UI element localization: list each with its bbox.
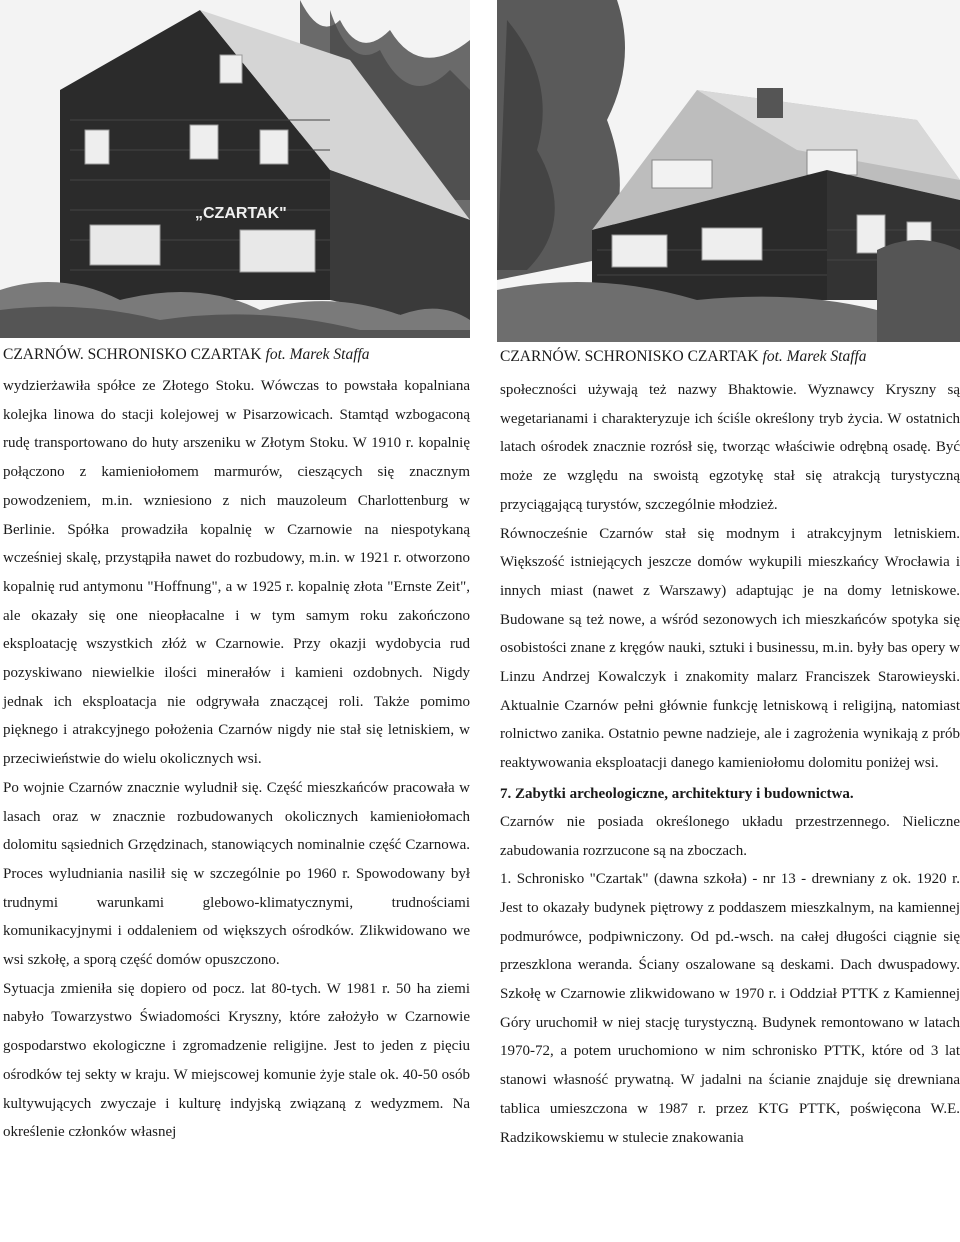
body-text-left (3, 372, 470, 1147)
caption-title: CZARNÓW. SCHRONISKO CZARTAK (3, 346, 262, 363)
caption-title: CZARNÓW. SCHRONISKO CZARTAK (500, 348, 759, 365)
paragraph: społeczności używają też nazwy Bhaktowie. Wyznawcy Kryszny są wegetarianami i charakteryzuje ich ściśle określony tryb życia. W ostatnich latach ośrodek znacznie rozrósł się, tworząc właściwie odrębną osadę. Być może ze względu na swoistą egzotykę stał się atrakcją turystyczną przyciągającą turystów, szczególnie młodzież. (500, 382, 960, 513)
right-column (497, 0, 960, 1152)
photo-illustration-right (497, 0, 960, 342)
paragraph: Równocześnie Czarnów stał się modnym i atrakcyjnym letniskiem. Większość istniejących jeszcze domów wykupili mieszkańcy Wrocławia i innych miast (nawet z Warszawy) adaptując je na domy letniskowe. Budowane są też nowe, a wśród sezonowych ich mieszkańców spotyka się osobistości znane z kręgów nauki, sztuki i businessu, m.in. były bas opery w Linzu Andrzej Kowalczyk i znakomity malarz Franciszek Starowieyski. Aktualnie Czarnów pełni głównie funkcję letniskową i religijną, natomiast rolnictwo zanika. Ostatnio pewne nadzieje, ale i zagrożenia wynikają z prób reaktywowania eksploatacji danego kamieniołomu dolomitu poniżej wsi. (500, 525, 960, 772)
photo-caption-right (500, 348, 960, 366)
paragraph: Po wojnie Czarnów znacznie wyludnił się. Część mieszkańców pracowała w lasach oraz w znacznie rozbudowanych okolicznych kamieniołomach dolomitu sąsiednich Grzędzinach, stanowiących nominalnie część Czarnowa. Proces wyludniania nasilił się w szczególnie po 1960 r. Spowodowany był trudnymi warunkami glebowo-klimatycznymi, trudnościami komunikacyjnymi i oddaleniem od większych ośrodków. Zlikwidowano we wsi szkołę, a sporą część domów opuszczono. (3, 779, 470, 969)
photo-czartak-side (497, 0, 960, 342)
body-text-right (500, 376, 960, 1152)
sign-text: „CZARTAK" (195, 205, 287, 222)
caption-credit: fot. Marek Staffa (762, 348, 867, 365)
photo-illustration-left (0, 0, 470, 338)
photo-czartak-front (0, 0, 470, 338)
paragraph: 1. Schronisko "Czartak" (dawna szkoła) - nr 13 - drewniany z ok. 1920 r. Jest to okazały budynek piętrowy z poddaszem mieszkalnym, na kamiennej podmurówce, podpiwniczony. Od pd.-wsch. na całej długości ciągnie się przeszklona weranda. Ściany oszalowane są deskami. Dach dwuspadowy. Szkołę w Czarnowie zlikwidowano w 1970 r. i Oddział PTTK z Kamiennej Góry uruchomił w niej stację turystyczną. Budynek remontowano w latach 1970-72, a potem uruchomiono w nim schronisko PTTK, które od 3 lat stanowi własność prywatną. W jadalni na ścianie znajduje się drewniana tablica umieszczona w 1987 r. przez KTG PTTK, poświęcona W.E. Radzikowskiemu w stulecie znakowania (500, 871, 960, 1146)
paragraph: Czarnów nie posiada określonego układu przestrzennego. Nieliczne zabudowania rozrzucone są na zboczach. (500, 813, 960, 859)
section-heading: 7. Zabytki archeologiczne, architektury i budownictwa. (500, 785, 854, 802)
caption-credit: fot. Marek Staffa (265, 346, 370, 363)
left-column (0, 0, 470, 1147)
paragraph: wydzierżawiła spółce ze Złotego Stoku. Wówczas to powstała kopalniana kolejka linowa do stacji kolejowej w Pisarzowicach. Stamtąd wzbogaconą rudę transportowano do huty arszeniku w Złotym Stoku. W 1910 r. kopalnię połączono z kamieniołomem marmurów, cieszących się znacznym powodzeniem, m.in. wzniesiono z nich mauzoleum Charlottenburg w Berlinie. Spółka prowadziła kopalnię w Czarnowie na niespotykaną wcześniej skalę, przystąpiła nawet do rozbudowy, m.in. w 1921 r. otworzono kopalnię rud antymonu "Hoffnung", a w 1925 r. kopalnię złota "Ernste Zeit", ale okazały się one nieopłacalne i w tym samym roku zakończono eksploatację wszystkich złóż w Czarnowie. Przy okazji wydobycia rud pozyskiwano niewielkie ilości minerałów i kamieni ozdobnych. Nigdy jednak ich eksploatacja nie odgrywała znaczącej roli. Także pomimo pięknego i atrakcyjnego położenia Czarnów nigdy nie stał się letniskiem, w przeciwieństwie do wielu okolicznych wsi. (3, 378, 470, 768)
paragraph: Sytuacja zmieniła się dopiero od pocz. lat 80-tych. W 1981 r. 50 ha ziemi nabyło Towarzystwo Świadomości Kryszny, które założyło w Czarnowie gospodarstwo ekologiczne i zgromadzenie religijne. Jest to jeden z pięciu ośrodków tej sekty w kraju. W miejscowej komunie żyje stale ok. 40-50 osób kultywujących zwyczaje i kulturę indyjską związaną z wedyzmem. Na określenie członków własnej (3, 980, 470, 1141)
photo-caption-left (3, 346, 470, 364)
